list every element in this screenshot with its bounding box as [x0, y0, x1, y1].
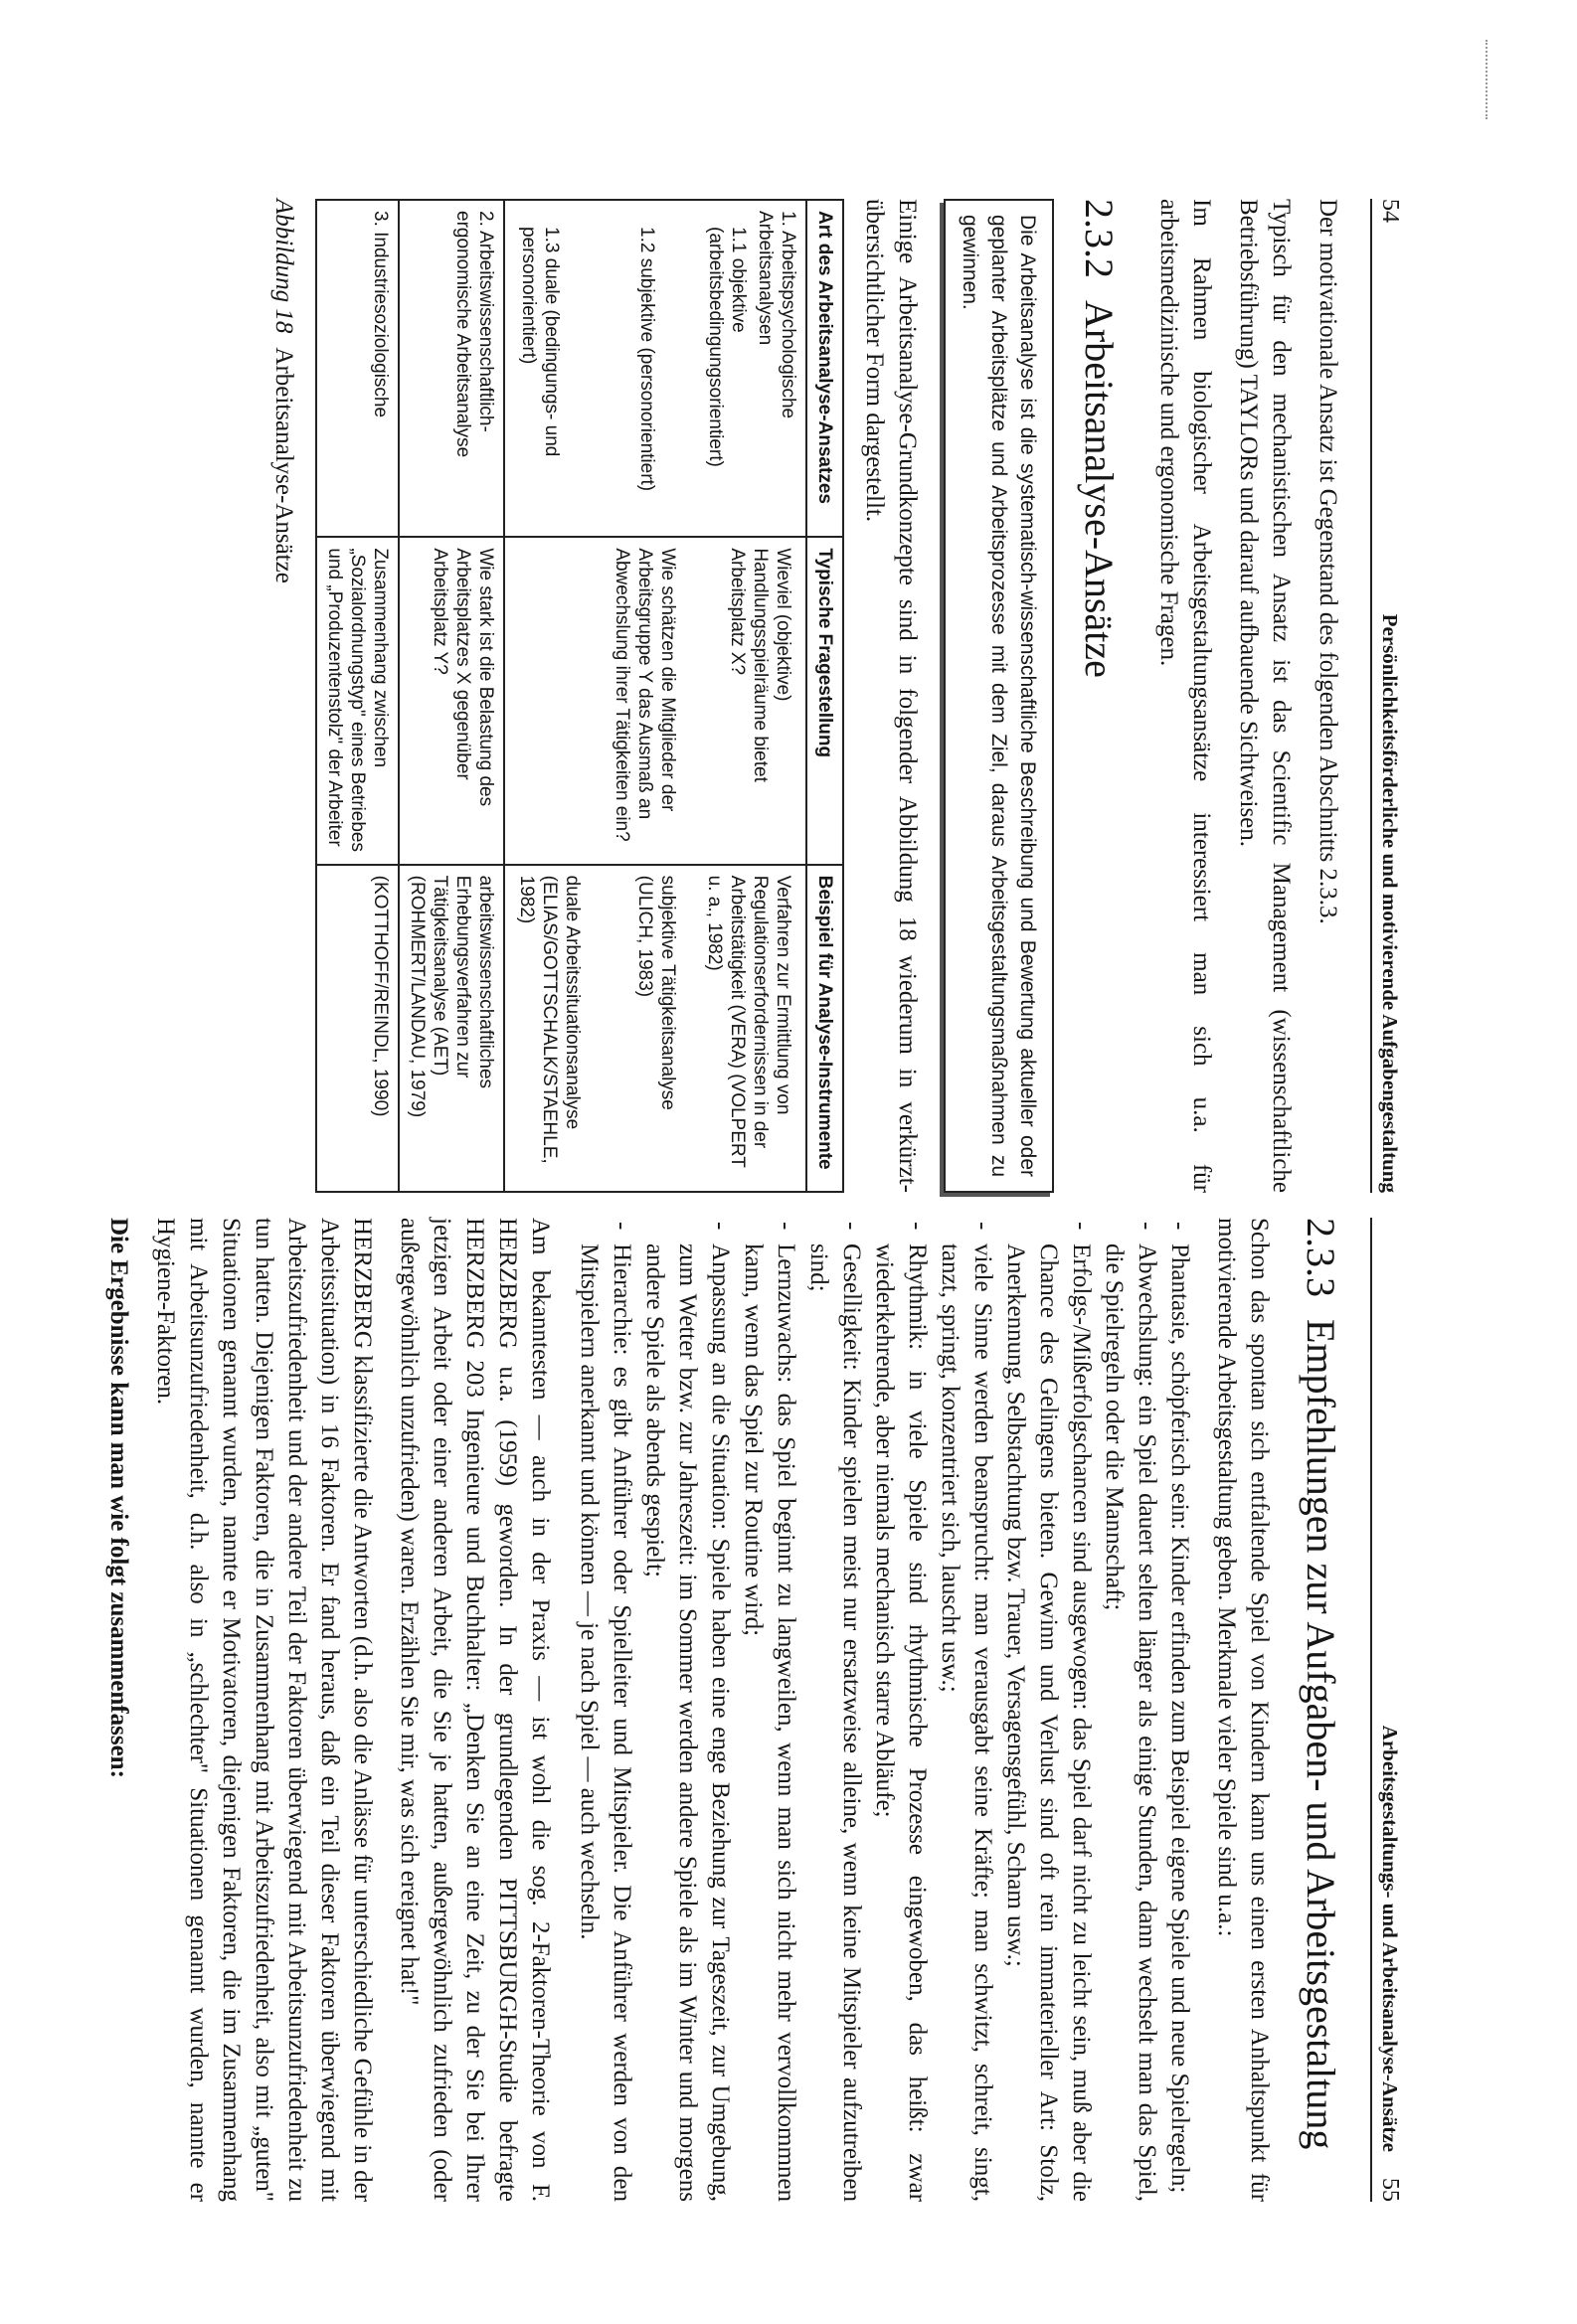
cell-question: Zusammenhang zwischen „Sozialordnungstyp" eines Betriebes und „Produzentenstolz" der Arbeiter: [316, 537, 399, 864]
cell-approach: 3. Industriesoziologische: [316, 200, 399, 537]
definition-box: Die Arbeitsanalyse ist die systematisch-wissenschaftliche Beschreibung und Bewertung aktueller oder geplanter Arbeitsplätze und Arbeitsprozesse mit dem Ziel, daraus Arbeitsgestaltungsmaßnahmen zu gewinnen.: [944, 199, 1054, 1193]
paragraph: Am bekanntesten — auch in der Praxis — ist wohl die sog. 2-Faktoren-Theorie von F. HERZBERG u.a. (1959) geworden. In der grundlegenden PITTSBURGH-Studie befragte HERZBERG 203 Ingenieure und Buchhalter: „Denken Sie an eine Zeit, zu der Sie bei Ihrer jetzigen Arbeit oder einer anderen Arbeit, die Sie je hatten, außergewöhnlich zufrieden (oder außergewöhnlich unzufrieden) waren. Erzählen Sie mir, was sich ereignet hat!": [396, 1218, 554, 2202]
table-header-row: [806, 200, 843, 1192]
table-row: [504, 200, 806, 1192]
approach-subjective: 1.2 subjektive (personorientiert): [636, 227, 657, 492]
table-row: [316, 200, 399, 1192]
play-features-list: [573, 1218, 1196, 2202]
paragraph: Typisch für den mechanistischen Ansatz ist das Scientific Management (wissenschaftliche Betriebsführung) TAYLORs und darauf aufbauende Sichtweisen.: [1235, 199, 1295, 1193]
section-number: 2.3.3: [1299, 1218, 1343, 1297]
paragraph: Im Rahmen biologischer Arbeitsgestaltungsansätze interessiert man sich u.a. für arbeitsmedizinische und ergonomische Fragen.: [1155, 199, 1215, 1193]
scan-noise: [1485, 40, 1488, 119]
right-page-number: 55: [1377, 2178, 1403, 2202]
section-title: Empfehlungen zur Aufgaben- und Arbeitsgestaltung: [1299, 1319, 1343, 2150]
instrument-subjective: subjektive Tätigkeitsanalyse (ULICH, 1983): [634, 875, 678, 1110]
section-title: Arbeitsanalyse-Ansätze: [1077, 300, 1122, 678]
right-page: [88, 1218, 1403, 2202]
analysis-approaches-table: [315, 199, 844, 1193]
caption-label: Abbildung 18: [270, 199, 297, 334]
list-item: - Anpassung an die Situation: Spiele haben eine enge Beziehung zur Tageszeit, zur Umgebung, zum Wetter bzw. zur Jahreszeit: im Sommer werden andere Spiele als im Winter und morgens andere Spiele als abends gespielt;: [638, 1218, 737, 2202]
left-running-head: [1370, 199, 1403, 1193]
figure-caption: [269, 199, 297, 1193]
list-item: - Lernzuwachs: das Spiel beginnt zu langweilen, wenn man sich nicht mehr vervollkommnen kann, wenn das Spiel zur Routine wird;: [737, 1218, 802, 2202]
cell-approach: 2. Arbeitswissenschaftlich-ergonomische Arbeitsanalyse: [399, 200, 504, 537]
header-question: Typische Fragestellung: [806, 537, 843, 864]
cell-question: [504, 537, 806, 864]
header-approach: Art des Arbeitsanalyse-Ansatzes: [806, 200, 843, 537]
section-number: 2.3.2: [1077, 199, 1122, 278]
question-subjective: Wie schätzen die Mitglieder der Arbeitsgruppe Y das Ausmaß an Abwechslung ihrer Tätigkeiten ein?: [612, 548, 678, 842]
paragraph: HERZBERG klassifizierte die Antworten (d.h. also die Anlässe für unterschiedliche Gefühle in der Arbeitssituation) in 16 Faktoren. Er fand heraus, daß ein Teil dieser Faktoren überwiegend mit Arbeitszufriedenheit und der andere Teil der Faktoren überwiegend mit Arbeitsunzufriedenheit zu tun hatten. Diejenigen Faktoren, die in Zusammenhang mit Arbeitszufriedenheit, also mit „guten" Situationen genannt wurden, nannte er Motivatoren, diejenigen Faktoren, die im Zusammenhang mit Arbeitsunzufriedenheit, d.h. also in „schlechter" Situationen genannt wurden, nannte er Hygiene-Faktoren.: [152, 1218, 376, 2203]
section-heading-2-3-3: [1298, 1218, 1344, 2202]
table-row: [399, 200, 504, 1192]
list-item: - Rhythmik: in viele Spiele sind rhythmische Prozesse eingewoben, das heißt: zwar wiederkehrende, aber niemals mechanisch starre Abläufe;: [868, 1218, 934, 2202]
section-heading-2-3-2: [1076, 199, 1123, 1193]
paragraph: Der motivationale Ansatz ist Gegenstand des folgenden Abschnitts 2.3.3.: [1314, 199, 1341, 924]
approach-objective: 1.1 objektive (arbeitsbedingungsorientiert): [705, 227, 749, 467]
caption-title: Arbeitsanalyse-Ansätze: [270, 347, 297, 583]
right-running-head: [1370, 1218, 1403, 2202]
list-item: - Erfolgs-/Mißerfolgschancen sind ausgewogen: das Spiel darf nicht zu leicht sein, muß aber die Chance des Gelingens bieten. Gewinn und Verlust sind oft rein immaterieller Art: Stolz, Anerkennung, Selbstachtung bzw. Trauer, Versagensgefühl, Scham usw.;: [999, 1218, 1098, 2202]
figure-intro: Einige Arbeitsanalyse-Grundkonzepte sind in folgender Abbildung 18 wiederum in verkürzt-übersichtlicher Form dargestellt.: [861, 199, 921, 1193]
list-item: - Phantasie, schöpferisch sein: Kinder erfinden zum Beispiel eigene Spiele und neue Spielregeln;: [1163, 1218, 1196, 2202]
left-page-number: 54: [1377, 199, 1403, 223]
cell-approach: [504, 200, 806, 537]
paragraph: Schon das spontan sich entfaltende Spiel von Kindern kann uns einen ersten Anhaltspunkt für motivierende Arbeitsgestaltung geben. Merkmale vieler Spiele sind u.a.:: [1213, 1218, 1273, 2202]
approach-title: 1. Arbeitspsychologische Arbeitsanalysen: [755, 211, 798, 419]
paragraph: Die Ergebnisse kann man wie folgt zusammenfassen:: [105, 1218, 132, 1778]
instrument-vera: Verfahren zur Ermittlung von Regulationserfordernissen in der Arbeitstätigkeit (VERA) (VOLPERT u. a., 1982): [704, 875, 793, 1168]
question-objective: Wieviel (objektive) Handlungsspielräume bietet Arbeitsplatz X?: [727, 548, 793, 782]
header-instruments: Beispiel für Analyse-Instrumente: [806, 865, 843, 1192]
left-running-head-text: Persönlichkeitsförderliche und motivierende Aufgabengestaltung: [1378, 613, 1402, 1193]
cell-instruments: [504, 865, 806, 1192]
left-page: [269, 199, 1403, 1193]
list-item: - viele Sinne werden beansprucht: man verausgabt seine Kräfte; man schwitzt, schreit, singt, tanzt, springt, konzentriert sich, lauscht usw.;: [934, 1218, 999, 2202]
list-item: - Abwechslung: ein Spiel dauert selten länger als einige Stunden, dann wechselt man das Spiel, die Spielregeln oder die Mannschaft;: [1098, 1218, 1163, 2202]
cell-instruments: arbeitswissenschaftliches Erhebungsverfahren zur Tätigkeitsanalyse (AET) (ROHMERT/LANDAU, 1979): [399, 865, 504, 1192]
list-item: - Hierarchie: es gibt Anführer oder Spielleiter und Mitspieler. Die Anführer werden von den Mitspielern anerkannt und können — je nach Spiel — auch wechseln.: [573, 1218, 638, 2202]
list-item: - Geselligkeit: Kinder spielen meist nur ersatzweise alleine, wenn keine Mitspieler aufzutreiben sind;: [802, 1218, 868, 2202]
cell-instruments: (KOTTHOFF/REINDL, 1990): [316, 865, 399, 1192]
cell-question: Wie stark ist die Belastung des Arbeitsplatzes X gegenüber Arbeitsplatz Y?: [399, 537, 504, 864]
instrument-dual: duale Arbeitssituationsanalyse (ELIAS/GOTTSCHALK/STAEHLE, 1982): [516, 875, 583, 1164]
approach-dual: 1.3 duale (bedingungs- und personorientiert): [518, 227, 562, 457]
right-running-head-text: Arbeitsgestaltungs- und Arbeitsanalyse-Ansätze: [1378, 1725, 1402, 2152]
